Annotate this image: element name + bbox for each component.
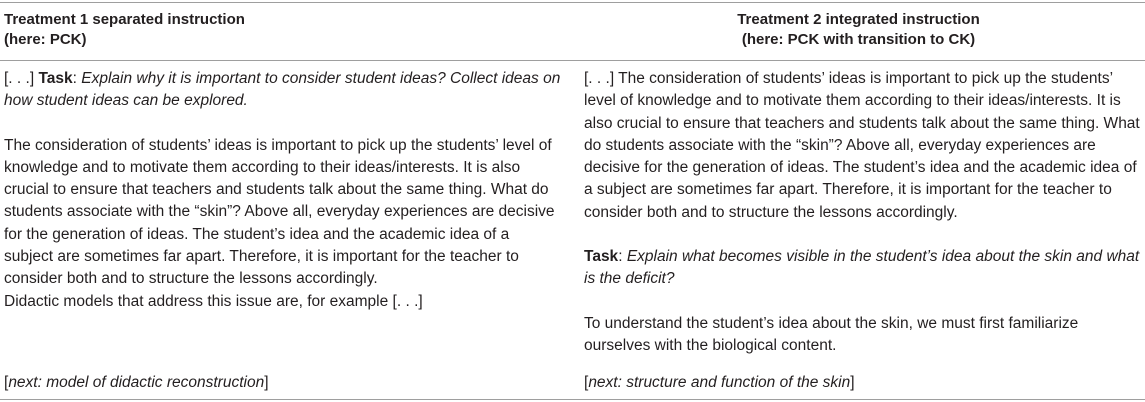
bracket-close: ]: [264, 374, 269, 391]
header-treatment-1-title: Treatment 1 separated instruction: [4, 11, 245, 28]
treatment-2-next: [584, 372, 855, 394]
treatment-1-cell: [4, 68, 562, 313]
header-treatment-2-subtitle: (here: PCK with transition to CK): [741, 31, 976, 48]
ellipsis: [. . .]: [4, 70, 35, 87]
treatment-1-next: [4, 372, 269, 394]
next-text: next: model of didactic reconstruction: [8, 374, 265, 391]
top-rule: [0, 2, 1145, 3]
task-colon: :: [72, 70, 77, 87]
bracket-close: ]: [850, 374, 855, 391]
task-label: Task: [38, 70, 73, 87]
treatment-2-task: [584, 246, 1144, 291]
header-treatment-2-title: Treatment 2 integrated instruction: [737, 11, 980, 28]
treatment-1-body-2: Didactic models that address this issue are, for example [. . .]: [4, 292, 423, 310]
header-treatment-1-subtitle: (here: PCK): [4, 31, 87, 48]
treatment-1-body: The consideration of students’ ideas is important to pick up the students’ level of knowledge and to motivate them according to their ideas/interests. It is also crucial to ensure that teachers and students talk about the same thing. What do students associate with the “skin”? Above all, everyday experiences are decisive for the generation of ideas. The student’s idea and the academic idea of a subject are sometimes far apart. Therefore, it is important for the teacher to consider both and to structure the lessons accordingly.: [4, 136, 555, 288]
bracket-open: [: [4, 374, 9, 391]
header-treatment-2: [576, 10, 1141, 50]
task-text: Explain why it is important to consider student ideas? Collect ideas on how student ideas can be explored.: [4, 70, 561, 110]
treatment-1-task: [4, 68, 562, 113]
task-label: Task: [584, 248, 619, 266]
task-text: Explain what becomes visible in the student’s idea about the skin and what is the deficit?: [584, 248, 1140, 288]
bottom-rule: [0, 399, 1145, 400]
treatment-2-body-2: To understand the student’s idea about the skin, we must first familiarize ourselves with the biological content.: [584, 314, 1079, 354]
header-treatment-1: [4, 10, 564, 50]
treatment-2-body: [. . .] The consideration of students’ ideas is important to pick up the students’ level of knowledge and to motivate them according to their ideas/interests. It is also crucial to ensure that teachers and students talk about the same thing. What do students associate with the “skin”? Above all, everyday experiences are decisive for the generation of ideas. The student’s idea and the academic idea of a subject are sometimes far apart. Therefore, it is important for the teacher to consider both and to structure the lessons accordingly.: [584, 70, 1140, 221]
treatment-2-cell: [584, 68, 1144, 357]
next-text: next: structure and function of the skin: [588, 374, 851, 391]
header-rule: [0, 60, 1145, 61]
task-colon: :: [618, 248, 623, 266]
bracket-open: [: [584, 374, 589, 391]
